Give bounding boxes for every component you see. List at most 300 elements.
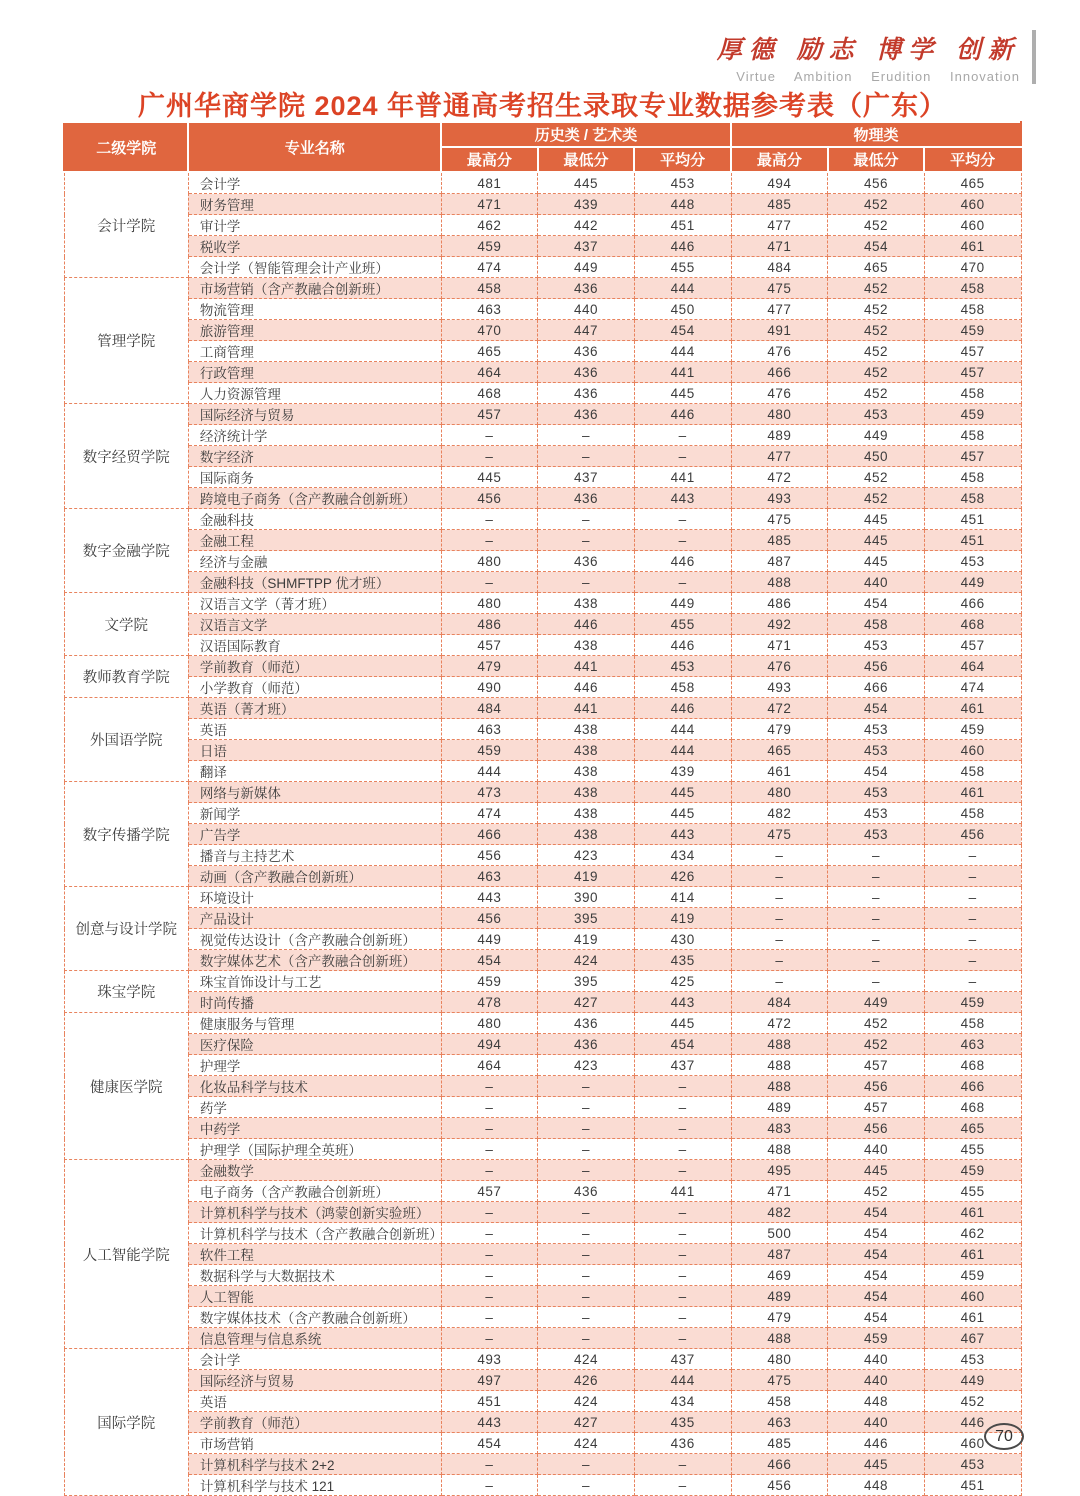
score-cell: 438 xyxy=(538,824,635,845)
table-row xyxy=(64,887,1021,908)
major-name-cell: 市场营销（含产教融合创新班） xyxy=(188,278,441,299)
score-cell: 437 xyxy=(634,1055,731,1076)
score-cell: 449 xyxy=(441,929,538,950)
score-cell: 458 xyxy=(924,299,1021,320)
table-row xyxy=(64,1454,1021,1475)
college-name-cell: 外国语学院 xyxy=(64,698,188,782)
score-cell: 459 xyxy=(441,971,538,992)
score-cell: 446 xyxy=(538,677,635,698)
major-name-cell: 行政管理 xyxy=(188,362,441,383)
page-number: 70 xyxy=(984,1423,1024,1450)
score-cell: – xyxy=(538,1097,635,1118)
major-name-cell: 工商管理 xyxy=(188,341,441,362)
score-cell: 488 xyxy=(731,572,828,593)
score-cell: 477 xyxy=(731,299,828,320)
table-row xyxy=(64,1244,1021,1265)
score-cell: 463 xyxy=(441,299,538,320)
major-name-cell: 学前教育（师范） xyxy=(188,656,441,677)
score-cell: 455 xyxy=(634,257,731,278)
score-cell: 427 xyxy=(538,992,635,1013)
table-row xyxy=(64,1118,1021,1139)
score-cell: 443 xyxy=(441,1412,538,1433)
score-cell: 489 xyxy=(731,1097,828,1118)
college-name-cell: 教师教育学院 xyxy=(64,656,188,698)
score-cell: 493 xyxy=(441,1349,538,1370)
major-name-cell: 计算机科学与技术 2+2 xyxy=(188,1454,441,1475)
major-name-cell: 计算机科学与技术（鸿蒙创新实验班） xyxy=(188,1202,441,1223)
score-cell: 453 xyxy=(924,551,1021,572)
score-cell: 489 xyxy=(731,1286,828,1307)
major-name-cell: 珠宝首饰设计与工艺 xyxy=(188,971,441,992)
score-cell: 476 xyxy=(731,341,828,362)
score-cell: 458 xyxy=(924,467,1021,488)
score-cell: – xyxy=(924,845,1021,866)
score-cell: 456 xyxy=(441,845,538,866)
score-cell: 448 xyxy=(828,1391,925,1412)
score-cell: 451 xyxy=(924,509,1021,530)
table-row xyxy=(64,1097,1021,1118)
score-cell: 452 xyxy=(828,320,925,341)
score-cell: 449 xyxy=(828,425,925,446)
score-cell: – xyxy=(634,1202,731,1223)
score-cell: 458 xyxy=(441,278,538,299)
score-cell: – xyxy=(538,446,635,467)
score-cell: 471 xyxy=(731,236,828,257)
major-name-cell: 汉语国际教育 xyxy=(188,635,441,656)
score-cell: 395 xyxy=(538,908,635,929)
table-row xyxy=(64,698,1021,719)
score-cell: 480 xyxy=(441,551,538,572)
score-cell: 452 xyxy=(924,1391,1021,1412)
table-row xyxy=(64,635,1021,656)
major-name-cell: 翻译 xyxy=(188,761,441,782)
col-header-physics-max: 最高分 xyxy=(731,147,828,172)
score-cell: 454 xyxy=(828,1307,925,1328)
score-cell: 480 xyxy=(731,1349,828,1370)
score-cell: 440 xyxy=(828,1412,925,1433)
score-cell: 434 xyxy=(634,1391,731,1412)
score-cell: 477 xyxy=(731,446,828,467)
score-cell: – xyxy=(441,1307,538,1328)
score-cell: 462 xyxy=(441,215,538,236)
score-cell: 456 xyxy=(828,1118,925,1139)
table-row xyxy=(64,1013,1021,1034)
score-cell: 449 xyxy=(828,992,925,1013)
score-cell: 436 xyxy=(538,551,635,572)
score-cell: 453 xyxy=(828,824,925,845)
table-row xyxy=(64,1265,1021,1286)
major-name-cell: 税收学 xyxy=(188,236,441,257)
score-cell: 424 xyxy=(538,1433,635,1454)
table-row xyxy=(64,803,1021,824)
col-header-history-avg: 平均分 xyxy=(634,147,731,172)
major-name-cell: 国际商务 xyxy=(188,467,441,488)
score-cell: 488 xyxy=(731,1034,828,1055)
major-name-cell: 小学教育（师范） xyxy=(188,677,441,698)
score-cell: 438 xyxy=(538,593,635,614)
col-header-college: 二级学院 xyxy=(64,122,188,172)
score-cell: – xyxy=(441,1475,538,1496)
major-name-cell: 旅游管理 xyxy=(188,320,441,341)
score-cell: 457 xyxy=(441,635,538,656)
score-cell: 455 xyxy=(634,614,731,635)
score-cell: 459 xyxy=(924,404,1021,425)
score-cell: 488 xyxy=(731,1139,828,1160)
score-cell: 467 xyxy=(924,1328,1021,1349)
score-cell: 446 xyxy=(828,1433,925,1454)
score-cell: 460 xyxy=(924,740,1021,761)
score-cell: 488 xyxy=(731,1328,828,1349)
major-name-cell: 跨境电子商务（含产教融合创新班） xyxy=(188,488,441,509)
table-row xyxy=(64,488,1021,509)
score-cell: – xyxy=(441,1223,538,1244)
score-cell: 444 xyxy=(634,1370,731,1391)
score-cell: 458 xyxy=(924,278,1021,299)
major-name-cell: 财务管理 xyxy=(188,194,441,215)
score-cell: 461 xyxy=(924,1307,1021,1328)
major-name-cell: 金融数学 xyxy=(188,1160,441,1181)
score-cell: 474 xyxy=(441,803,538,824)
score-cell: 452 xyxy=(828,1034,925,1055)
table-row xyxy=(64,320,1021,341)
major-name-cell: 学前教育（师范） xyxy=(188,1412,441,1433)
score-cell: 465 xyxy=(441,341,538,362)
score-cell: 457 xyxy=(441,1181,538,1202)
score-cell: 480 xyxy=(731,782,828,803)
score-cell: – xyxy=(828,971,925,992)
score-cell: 423 xyxy=(538,845,635,866)
table-row xyxy=(64,341,1021,362)
score-cell: – xyxy=(538,1076,635,1097)
score-cell: 491 xyxy=(731,320,828,341)
motto-chinese: 厚德 励志 博学 创新 xyxy=(716,35,1020,64)
major-name-cell: 物流管理 xyxy=(188,299,441,320)
score-cell: 457 xyxy=(924,446,1021,467)
table-row xyxy=(64,1223,1021,1244)
score-cell: 437 xyxy=(634,1349,731,1370)
score-cell: 444 xyxy=(634,719,731,740)
scores-table xyxy=(63,121,1022,1496)
table-row xyxy=(64,950,1021,971)
table-row xyxy=(64,467,1021,488)
major-name-cell: 金融科技 xyxy=(188,509,441,530)
score-cell: 461 xyxy=(731,761,828,782)
score-cell: 465 xyxy=(924,1118,1021,1139)
score-cell: – xyxy=(634,425,731,446)
major-name-cell: 时尚传播 xyxy=(188,992,441,1013)
score-cell: 449 xyxy=(634,593,731,614)
score-cell: 453 xyxy=(924,1349,1021,1370)
score-cell: 456 xyxy=(441,908,538,929)
score-cell: 454 xyxy=(828,1286,925,1307)
score-cell: 455 xyxy=(924,1139,1021,1160)
score-cell: – xyxy=(441,1286,538,1307)
major-name-cell: 数字媒体技术（含产教融合创新班） xyxy=(188,1307,441,1328)
score-cell: 444 xyxy=(634,278,731,299)
major-name-cell: 产品设计 xyxy=(188,908,441,929)
score-cell: 441 xyxy=(538,656,635,677)
table-row xyxy=(64,1391,1021,1412)
score-cell: 485 xyxy=(731,530,828,551)
score-cell: 454 xyxy=(441,1433,538,1454)
table-row xyxy=(64,908,1021,929)
score-cell: 465 xyxy=(731,740,828,761)
score-cell: 492 xyxy=(731,614,828,635)
score-cell: – xyxy=(634,1475,731,1496)
score-cell: 488 xyxy=(731,1055,828,1076)
score-cell: – xyxy=(731,950,828,971)
score-cell: 436 xyxy=(538,341,635,362)
score-cell: 461 xyxy=(924,236,1021,257)
score-cell: – xyxy=(924,971,1021,992)
score-cell: 444 xyxy=(634,740,731,761)
score-cell: 468 xyxy=(924,1097,1021,1118)
score-cell: – xyxy=(634,1160,731,1181)
score-cell: 440 xyxy=(538,299,635,320)
score-cell: 459 xyxy=(924,719,1021,740)
major-name-cell: 数字媒体艺术（含产教融合创新班） xyxy=(188,950,441,971)
score-cell: 479 xyxy=(441,656,538,677)
score-cell: – xyxy=(441,1202,538,1223)
score-cell: 441 xyxy=(634,362,731,383)
score-cell: – xyxy=(441,1139,538,1160)
score-cell: – xyxy=(634,446,731,467)
score-cell: 471 xyxy=(731,1181,828,1202)
score-cell: 439 xyxy=(538,194,635,215)
score-cell: – xyxy=(924,929,1021,950)
score-cell: 477 xyxy=(731,215,828,236)
col-header-physics-min: 最低分 xyxy=(828,147,925,172)
score-cell: 457 xyxy=(924,362,1021,383)
score-cell: 445 xyxy=(441,467,538,488)
score-cell: – xyxy=(441,572,538,593)
score-cell: 454 xyxy=(828,1223,925,1244)
table-row xyxy=(64,1370,1021,1391)
college-name-cell: 文学院 xyxy=(64,593,188,656)
score-cell: 470 xyxy=(441,320,538,341)
score-cell: 452 xyxy=(828,278,925,299)
score-cell: 466 xyxy=(731,362,828,383)
score-cell: 445 xyxy=(828,509,925,530)
table-row xyxy=(64,551,1021,572)
score-cell: 459 xyxy=(828,1328,925,1349)
score-cell: 436 xyxy=(634,1433,731,1454)
score-cell: 463 xyxy=(731,1412,828,1433)
score-cell: 440 xyxy=(828,572,925,593)
score-cell: 452 xyxy=(828,299,925,320)
score-cell: 461 xyxy=(924,698,1021,719)
score-cell: – xyxy=(731,929,828,950)
table-row xyxy=(64,446,1021,467)
score-cell: – xyxy=(538,425,635,446)
score-cell: 476 xyxy=(731,656,828,677)
score-cell: 466 xyxy=(828,677,925,698)
score-cell: – xyxy=(441,1454,538,1475)
score-cell: 446 xyxy=(924,1412,1021,1433)
score-cell: 486 xyxy=(731,593,828,614)
score-cell: 460 xyxy=(924,1286,1021,1307)
score-cell: 449 xyxy=(538,257,635,278)
score-cell: – xyxy=(441,530,538,551)
score-cell: 485 xyxy=(731,194,828,215)
score-cell: – xyxy=(634,1118,731,1139)
score-cell: 478 xyxy=(441,992,538,1013)
table-row xyxy=(64,656,1021,677)
score-cell: 482 xyxy=(731,1202,828,1223)
score-cell: – xyxy=(538,1118,635,1139)
score-cell: 458 xyxy=(924,761,1021,782)
score-cell: – xyxy=(538,1202,635,1223)
major-name-cell: 人力资源管理 xyxy=(188,383,441,404)
score-cell: 442 xyxy=(538,215,635,236)
table-row xyxy=(64,236,1021,257)
score-cell: – xyxy=(828,866,925,887)
major-name-cell: 软件工程 xyxy=(188,1244,441,1265)
table-row xyxy=(64,1349,1021,1370)
score-cell: 448 xyxy=(828,1475,925,1496)
score-cell: 480 xyxy=(441,593,538,614)
score-cell: 473 xyxy=(441,782,538,803)
score-cell: – xyxy=(924,866,1021,887)
score-cell: 454 xyxy=(828,761,925,782)
table-row xyxy=(64,1076,1021,1097)
score-cell: – xyxy=(441,1244,538,1265)
major-name-cell: 新闻学 xyxy=(188,803,441,824)
score-cell: 475 xyxy=(731,509,828,530)
major-name-cell: 动画（含产教融合创新班） xyxy=(188,866,441,887)
major-name-cell: 经济与金融 xyxy=(188,551,441,572)
score-cell: 464 xyxy=(441,1055,538,1076)
score-cell: 458 xyxy=(634,677,731,698)
score-cell: 443 xyxy=(441,887,538,908)
score-cell: – xyxy=(634,1328,731,1349)
col-group-history: 历史类 / 艺术类 xyxy=(441,122,731,147)
score-cell: 414 xyxy=(634,887,731,908)
major-name-cell: 播音与主持艺术 xyxy=(188,845,441,866)
score-cell: 453 xyxy=(634,172,731,194)
score-cell: 436 xyxy=(538,1013,635,1034)
motto-english: Virtue Ambition Erudition Innovation xyxy=(736,69,1020,84)
table-row xyxy=(64,1328,1021,1349)
score-cell: – xyxy=(538,1160,635,1181)
score-cell: 440 xyxy=(828,1370,925,1391)
score-cell: 461 xyxy=(924,1202,1021,1223)
score-cell: 469 xyxy=(731,1265,828,1286)
score-cell: – xyxy=(538,1139,635,1160)
table-row xyxy=(64,509,1021,530)
college-name-cell: 人工智能学院 xyxy=(64,1160,188,1349)
score-cell: 452 xyxy=(828,362,925,383)
table-row xyxy=(64,1055,1021,1076)
score-cell: 468 xyxy=(924,1055,1021,1076)
score-cell: 443 xyxy=(634,488,731,509)
score-cell: 476 xyxy=(731,383,828,404)
score-cell: 457 xyxy=(441,404,538,425)
score-cell: 454 xyxy=(441,950,538,971)
score-cell: – xyxy=(634,572,731,593)
score-cell: – xyxy=(924,887,1021,908)
score-cell: 479 xyxy=(731,1307,828,1328)
table-row xyxy=(64,425,1021,446)
score-cell: 423 xyxy=(538,1055,635,1076)
score-cell: – xyxy=(828,887,925,908)
score-cell: 451 xyxy=(924,1475,1021,1496)
score-cell: 434 xyxy=(634,845,731,866)
score-cell: 494 xyxy=(731,172,828,194)
major-name-cell: 中药学 xyxy=(188,1118,441,1139)
major-name-cell: 电子商务（含产教融合创新班） xyxy=(188,1181,441,1202)
major-name-cell: 化妆品科学与技术 xyxy=(188,1076,441,1097)
score-cell: – xyxy=(731,908,828,929)
major-name-cell: 医疗保险 xyxy=(188,1034,441,1055)
score-cell: 460 xyxy=(924,194,1021,215)
score-cell: 454 xyxy=(828,1244,925,1265)
score-cell: 445 xyxy=(828,551,925,572)
table-row xyxy=(64,194,1021,215)
score-cell: 438 xyxy=(538,719,635,740)
score-cell: – xyxy=(828,845,925,866)
score-cell: 472 xyxy=(731,467,828,488)
score-cell: 436 xyxy=(538,488,635,509)
score-cell: 458 xyxy=(731,1391,828,1412)
table-row xyxy=(64,1286,1021,1307)
college-name-cell: 管理学院 xyxy=(64,278,188,404)
table-row xyxy=(64,215,1021,236)
major-name-cell: 国际经济与贸易 xyxy=(188,1370,441,1391)
score-cell: 436 xyxy=(538,278,635,299)
score-cell: 446 xyxy=(634,236,731,257)
score-cell: – xyxy=(538,1223,635,1244)
score-cell: 465 xyxy=(924,172,1021,194)
score-cell: 436 xyxy=(538,362,635,383)
score-cell: 454 xyxy=(828,593,925,614)
major-name-cell: 市场营销 xyxy=(188,1433,441,1454)
score-cell: 472 xyxy=(731,1013,828,1034)
score-cell: 494 xyxy=(441,1034,538,1055)
score-cell: 464 xyxy=(441,362,538,383)
table-row xyxy=(64,929,1021,950)
table-row xyxy=(64,1181,1021,1202)
score-cell: 458 xyxy=(924,425,1021,446)
score-cell: 441 xyxy=(634,467,731,488)
score-cell: 438 xyxy=(538,803,635,824)
score-cell: 395 xyxy=(538,971,635,992)
table-row xyxy=(64,824,1021,845)
score-cell: 490 xyxy=(441,677,538,698)
major-name-cell: 数据科学与大数据技术 xyxy=(188,1265,441,1286)
score-cell: 452 xyxy=(828,467,925,488)
table-row xyxy=(64,845,1021,866)
score-cell: – xyxy=(538,1286,635,1307)
major-name-cell: 广告学 xyxy=(188,824,441,845)
score-cell: 468 xyxy=(441,383,538,404)
score-cell: – xyxy=(538,1454,635,1475)
score-cell: – xyxy=(538,1307,635,1328)
score-cell: 485 xyxy=(731,1433,828,1454)
score-cell: 450 xyxy=(828,446,925,467)
score-cell: 500 xyxy=(731,1223,828,1244)
score-cell: – xyxy=(731,866,828,887)
score-cell: 445 xyxy=(634,383,731,404)
major-name-cell: 英语 xyxy=(188,719,441,740)
score-cell: 445 xyxy=(538,172,635,194)
major-name-cell: 审计学 xyxy=(188,215,441,236)
score-cell: 441 xyxy=(538,698,635,719)
score-cell: 465 xyxy=(828,257,925,278)
score-cell: 436 xyxy=(538,1034,635,1055)
table-row xyxy=(64,971,1021,992)
table-row xyxy=(64,383,1021,404)
